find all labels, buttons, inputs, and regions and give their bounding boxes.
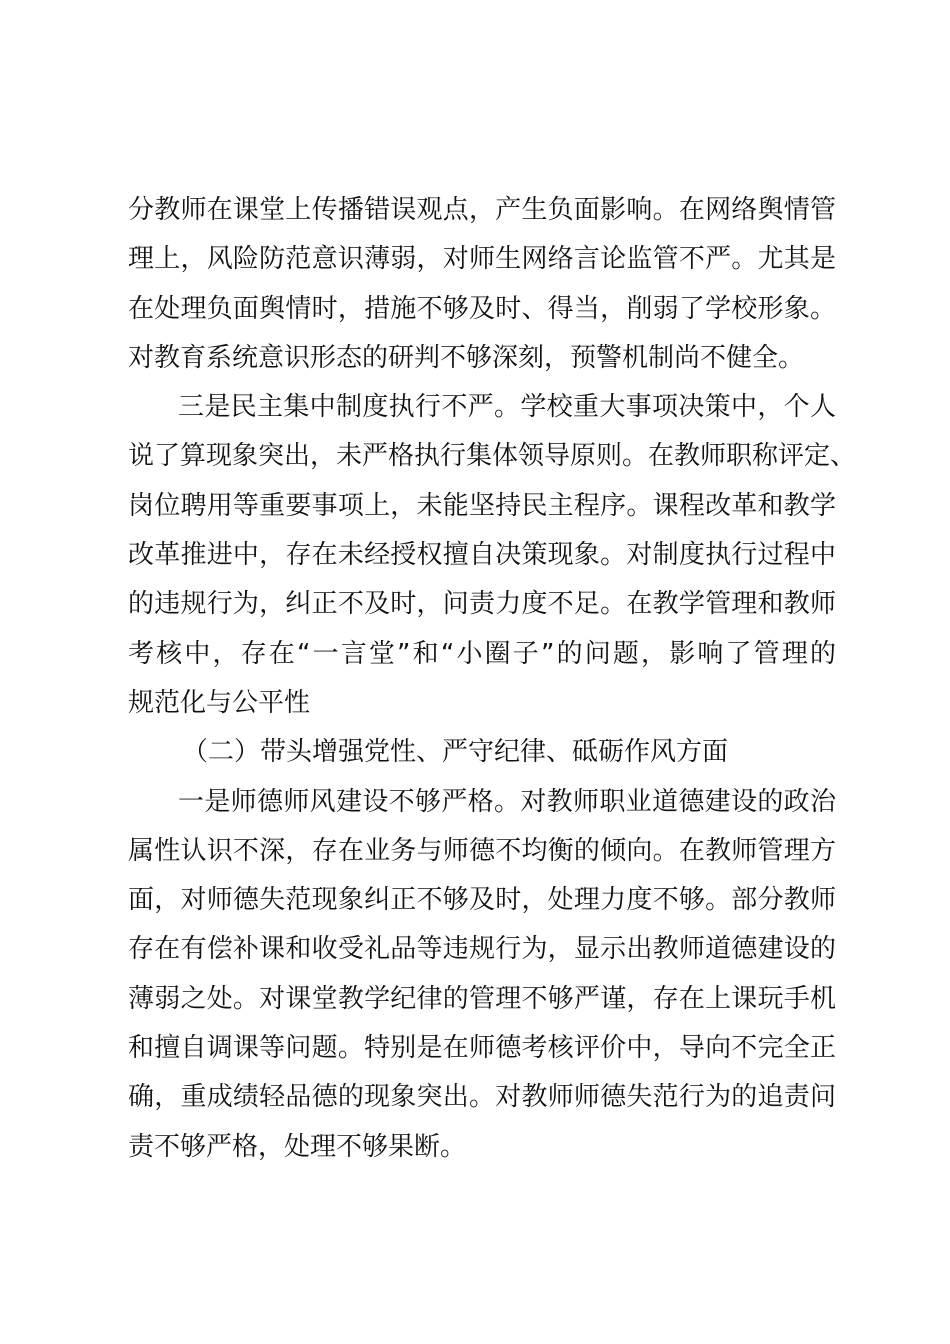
text-line: 的违规行为，纠正不及时，问责力度不足。在教学管理和教师: [128, 589, 836, 620]
text-line: 和擅自调课等问题。特别是在师德考核评价中，导向不完全正: [128, 1033, 836, 1064]
text-line: 薄弱之处。对课堂教学纪律的管理不够严谨，存在上课玩手机: [128, 983, 836, 1014]
text-line: 分教师在课堂上传播错误观点，产生负面影响。在网络舆情管: [128, 195, 836, 225]
text-line: 属性认识不深，存在业务与师德不均衡的倾向。在教师管理方: [128, 835, 836, 866]
text-line: 改革推进中，存在未经授权擅自决策现象。对制度执行过程中: [128, 540, 836, 571]
text-line: 规范化与公平性: [128, 687, 311, 718]
text-line: 在处理负面舆情时，措施不够及时、得当，削弱了学校形象。: [128, 293, 836, 324]
text-line: 存在有偿补课和收受礼品等违规行为，显示出教师道德建设的: [128, 934, 836, 965]
text-line: 确，重成绩轻品德的现象突出。对教师师德失范行为的追责问: [128, 1082, 836, 1113]
text-line: 岗位聘用等重要事项上，未能坚持民主程序。课程改革和教学: [128, 490, 836, 521]
text-line: 面，对师德失范现象纠正不够及时，处理力度不够。部分教师: [128, 885, 836, 916]
section-heading: （二）带头增强党性、严守纪律、砥砺作风方面: [182, 737, 729, 768]
paragraph-start-line: 一是师德师风建设不够严格。对教师职业道德建设的政治: [178, 786, 836, 817]
text-line: 对教育系统意识形态的研判不够深刻，预警机制尚不健全。: [128, 342, 805, 373]
text-line: 考核中，存在“一言堂”和“小圈子”的问题，影响了管理的: [128, 638, 836, 669]
text-line: 理上，风险防范意识薄弱，对师生网络言论监管不严。尤其是: [128, 244, 836, 275]
text-line: 说了算现象突出，未严格执行集体领导原则。在教师职称评定、: [128, 441, 857, 472]
paragraph-start-line: 三是民主集中制度执行不严。学校重大事项决策中，个人: [178, 392, 836, 423]
document-body: [128, 186, 857, 1172]
text-line: 责不够严格，处理不够果断。: [128, 1131, 467, 1162]
